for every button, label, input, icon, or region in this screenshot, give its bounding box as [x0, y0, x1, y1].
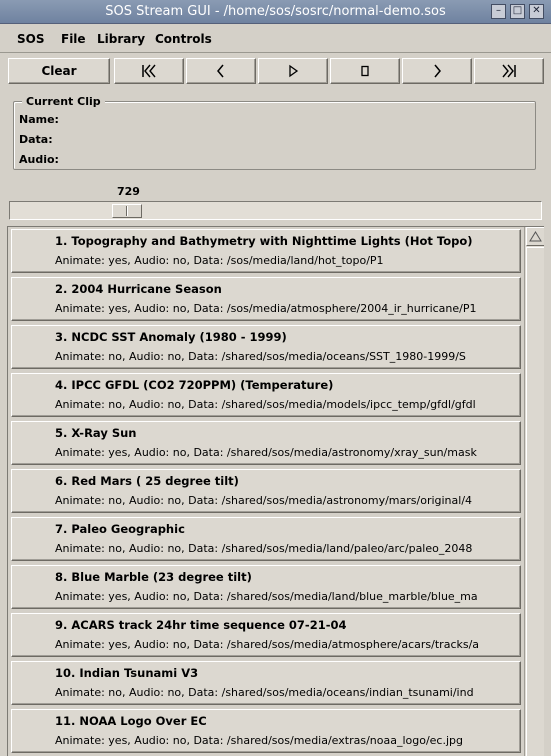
current-clip-panel: [13, 101, 536, 170]
clip-title: 6. Red Mars ( 25 degree tilt): [55, 474, 239, 488]
list-item[interactable]: [11, 421, 521, 465]
current-clip-legend: Current Clip: [22, 95, 105, 108]
close-icon[interactable]: ✕: [529, 4, 544, 19]
clip-title: 3. NCDC SST Anomaly (1980 - 1999): [55, 330, 287, 344]
list-item[interactable]: [11, 373, 521, 417]
menu-controls[interactable]: Controls: [155, 32, 212, 46]
frame-slider[interactable]: [9, 201, 542, 220]
clip-title: 1. Topography and Bathymetry with Nighttime Lights (Hot Topo): [55, 234, 473, 248]
list-item[interactable]: [11, 469, 521, 513]
clip-detail: Animate: yes, Audio: no, Data: /sos/media/atmosphere/2004_ir_hurricane/P1: [55, 302, 477, 315]
previous-button[interactable]: [186, 58, 256, 84]
first-button[interactable]: [114, 58, 184, 84]
clip-list: [7, 226, 544, 756]
clip-title: 4. IPCC GFDL (CO2 720PPM) (Temperature): [55, 378, 334, 392]
clip-title: 11. NOAA Logo Over EC: [55, 714, 207, 728]
clip-detail: Animate: no, Audio: no, Data: /shared/sos/media/oceans/indian_tsunami/ind: [55, 686, 474, 699]
list-item[interactable]: [11, 325, 521, 369]
list-item[interactable]: [11, 709, 521, 753]
list-item[interactable]: [11, 661, 521, 705]
clip-data-label: Data:: [19, 133, 53, 146]
previous-icon: [215, 64, 227, 78]
slider-thumb[interactable]: [112, 204, 142, 218]
list-item[interactable]: [11, 277, 521, 321]
clip-detail: Animate: yes, Audio: no, Data: /shared/sos/media/astronomy/xray_sun/mask: [55, 446, 477, 459]
clip-detail: Animate: yes, Audio: no, Data: /shared/sos/media/land/blue_marble/blue_ma: [55, 590, 478, 603]
list-item[interactable]: [11, 565, 521, 609]
play-button[interactable]: [258, 58, 328, 84]
scroll-thumb[interactable]: [526, 247, 544, 756]
clip-title: 10. Indian Tsunami V3: [55, 666, 199, 680]
title-bar: [0, 0, 551, 24]
clip-title: 2. 2004 Hurricane Season: [55, 282, 222, 296]
clip-detail: Animate: yes, Audio: no, Data: /shared/sos/media/atmosphere/acars/tracks/a: [55, 638, 479, 651]
last-button[interactable]: [474, 58, 544, 84]
clear-button-label: Clear: [41, 64, 77, 78]
menu-library[interactable]: Library: [97, 32, 146, 46]
stop-icon: [359, 64, 371, 78]
stop-button[interactable]: [330, 58, 400, 84]
clip-detail: Animate: no, Audio: no, Data: /shared/sos/media/land/paleo/arc/paleo_2048: [55, 542, 473, 555]
last-icon: [501, 64, 517, 78]
scrollbar[interactable]: [524, 227, 544, 756]
menu-file[interactable]: File: [61, 32, 86, 46]
next-icon: [431, 64, 443, 78]
clip-title: 9. ACARS track 24hr time sequence 07-21-04: [55, 618, 347, 632]
clip-detail: Animate: yes, Audio: no, Data: /sos/media/land/hot_topo/P1: [55, 254, 384, 267]
clip-name-label: Name:: [19, 113, 59, 126]
next-button[interactable]: [402, 58, 472, 84]
window-title: SOS Stream GUI - /home/sos/sosrc/normal-demo.sos: [105, 4, 446, 19]
menu-sos[interactable]: SOS: [17, 32, 45, 46]
list-item[interactable]: [11, 517, 521, 561]
clear-button[interactable]: [8, 58, 110, 84]
list-item[interactable]: [11, 613, 521, 657]
clip-title: 8. Blue Marble (23 degree tilt): [55, 570, 252, 584]
minimize-icon[interactable]: –: [491, 4, 506, 19]
clip-detail: Animate: yes, Audio: no, Data: /shared/sos/media/extras/noaa_logo/ec.jpg: [55, 734, 463, 747]
menu-bar: [0, 25, 551, 53]
list-item[interactable]: [11, 229, 521, 273]
clip-title: 7. Paleo Geographic: [55, 522, 185, 536]
clip-title: 5. X-Ray Sun: [55, 426, 137, 440]
clip-detail: Animate: no, Audio: no, Data: /shared/sos/media/oceans/SST_1980-1999/S: [55, 350, 466, 363]
play-icon: [287, 64, 299, 78]
slider-value: 729: [117, 185, 140, 198]
maximize-icon[interactable]: □: [510, 4, 525, 19]
clip-audio-label: Audio:: [19, 153, 59, 166]
first-icon: [141, 64, 157, 78]
scroll-up-button[interactable]: [526, 227, 544, 246]
clip-detail: Animate: no, Audio: no, Data: /shared/sos/media/astronomy/mars/original/4: [55, 494, 473, 507]
clip-detail: Animate: no, Audio: no, Data: /shared/sos/media/models/ipcc_temp/gfdl/gfdl: [55, 398, 476, 411]
arrow-up-icon: [527, 228, 544, 245]
